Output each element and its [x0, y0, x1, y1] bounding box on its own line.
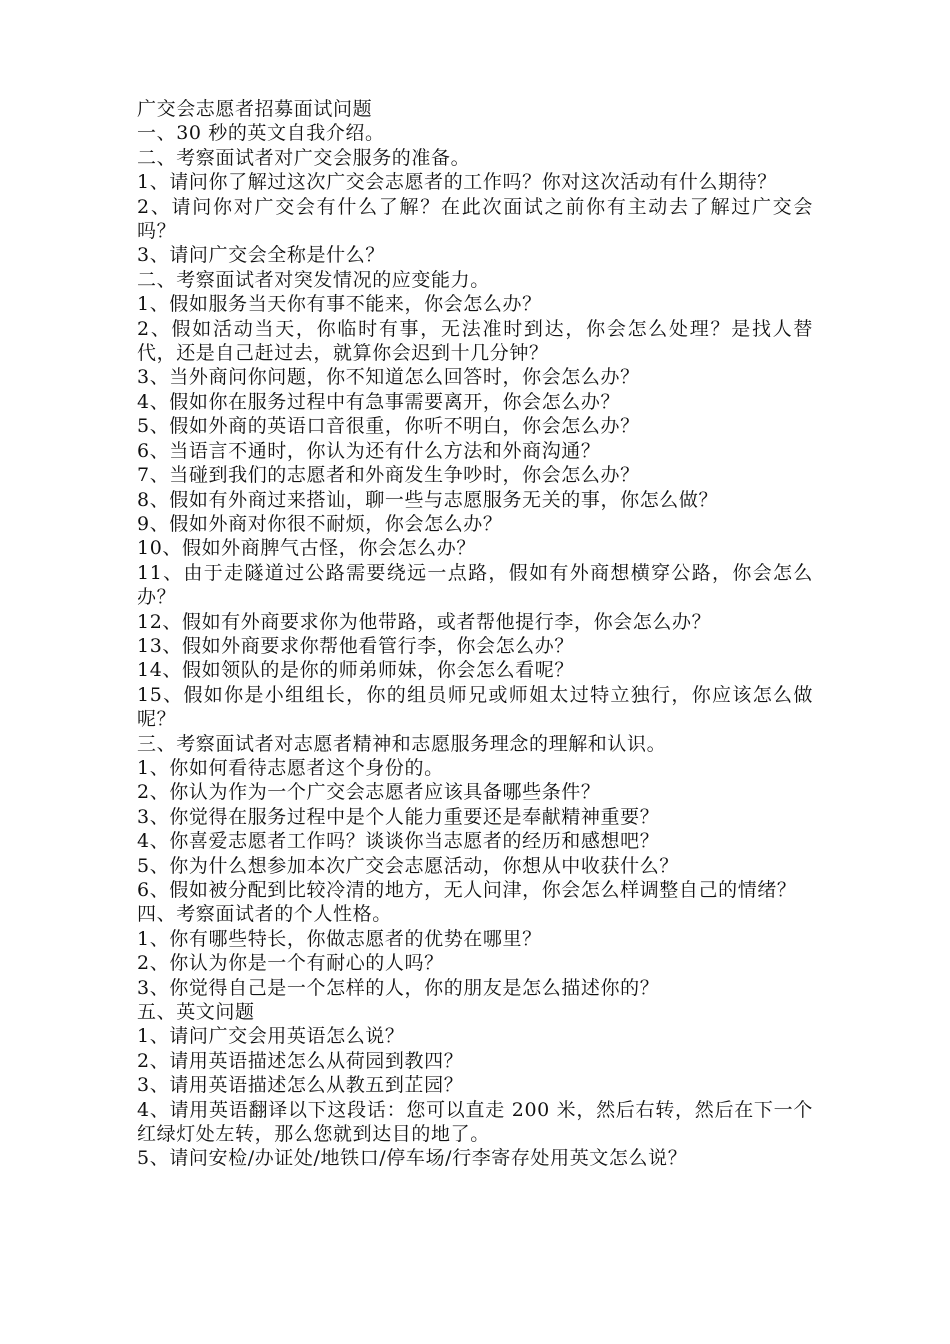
section-heading: 一、30 秒的英文自我介绍。 [137, 122, 385, 145]
question-item: 3、当外商问你问题，你不知道怎么回答时，你会怎么办？ [137, 366, 640, 389]
section-heading: 三、考察面试者对志愿者精神和志愿服务理念的理解和认识。 [137, 732, 667, 755]
question-item: 14、假如领队的是你的师弟师妹，你会怎么看呢？ [137, 659, 574, 682]
question-item: 5、假如外商的英语口音很重，你听不明白，你会怎么办？ [137, 415, 640, 438]
section-heading: 四、考察面试者的个人性格。 [137, 903, 392, 926]
question-item: 12、假如有外商要求你为他带路，或者帮他提行李，你会怎么办？ [137, 610, 712, 633]
question-item: 2、你认为你是一个有耐心的人吗？ [137, 952, 444, 975]
question-item: 5、你为什么想参加本次广交会志愿活动，你想从中收获什么？ [137, 854, 679, 877]
question-item: 9、假如外商对你很不耐烦，你会怎么办？ [137, 512, 503, 535]
question-item: 4、你喜爱志愿者工作吗？谈谈你当志愿者的经历和感想吧？ [137, 830, 660, 853]
question-item: 11、由于走隧道过公路需要绕远一点路，假如有外商想横穿公路，你会怎么办？ [137, 561, 813, 609]
question-item: 3、请问广交会全称是什么？ [137, 244, 385, 267]
question-item: 15、假如你是小组组长，你的组员师兄或师姐太过特立独行，你应该怎么做呢？ [137, 683, 813, 731]
question-item: 10、假如外商脾气古怪，你会怎么办？ [137, 537, 476, 560]
document-title: 广交会志愿者招募面试问题 [137, 98, 373, 120]
question-item: 13、假如外商要求你帮他看管行李，你会怎么办？ [137, 634, 574, 657]
section-heading: 二、考察面试者对广交会服务的准备。 [137, 146, 471, 169]
question-item: 1、你如何看待志愿者这个身份的。 [137, 756, 444, 779]
section-heading: 二、考察面试者对突发情况的应变能力。 [137, 268, 490, 291]
question-item: 4、请用英语翻译以下这段话：您可以直走 200 米，然后右转，然后在下一个红绿灯处左转，那么您就到达目的地了。 [137, 1098, 813, 1146]
question-item: 1、请问广交会用英语怎么说？ [137, 1025, 405, 1048]
question-item: 2、请用英语描述怎么从荷园到教四？ [137, 1049, 464, 1072]
question-item: 4、假如你在服务过程中有急事需要离开，你会怎么办？ [137, 390, 621, 413]
question-item: 3、请用英语描述怎么从教五到芷园？ [137, 1074, 464, 1097]
question-item: 3、你觉得在服务过程中是个人能力重要还是奉献精神重要？ [137, 805, 660, 828]
question-item: 7、当碰到我们的志愿者和外商发生争吵时，你会怎么办？ [137, 464, 640, 487]
section-heading: 五、英文问题 [137, 1001, 255, 1024]
question-item: 1、你有哪些特长，你做志愿者的优势在哪里？ [137, 927, 542, 950]
document-body [137, 97, 813, 1171]
question-item: 2、请问你对广交会有什么了解？在此次面试之前你有主动去了解过广交会吗？ [137, 195, 813, 243]
question-item: 8、假如有外商过来搭讪，聊一些与志愿服务无关的事，你怎么做？ [137, 488, 719, 511]
question-item: 3、你觉得自己是一个怎样的人，你的朋友是怎么描述你的？ [137, 976, 660, 999]
question-item: 1、请问你了解过这次广交会志愿者的工作吗？你对这次活动有什么期待？ [137, 171, 777, 194]
question-item: 1、假如服务当天你有事不能来，你会怎么办？ [137, 293, 542, 316]
question-item: 5、请问安检/办证处/地铁口/停车场/行李寄存处用英文怎么说？ [137, 1147, 688, 1170]
question-item: 6、假如被分配到比较冷清的地方，无人问津，你会怎么样调整自己的情绪？ [137, 879, 797, 901]
question-item: 2、你认为作为一个广交会志愿者应该具备哪些条件？ [137, 781, 601, 804]
question-item: 2、假如活动当天，你临时有事，无法准时到达，你会怎么处理？是找人替代，还是自己赶过去，就算你会迟到十几分钟？ [137, 317, 813, 365]
question-item: 6、当语言不通时，你认为还有什么方法和外商沟通？ [137, 439, 601, 462]
